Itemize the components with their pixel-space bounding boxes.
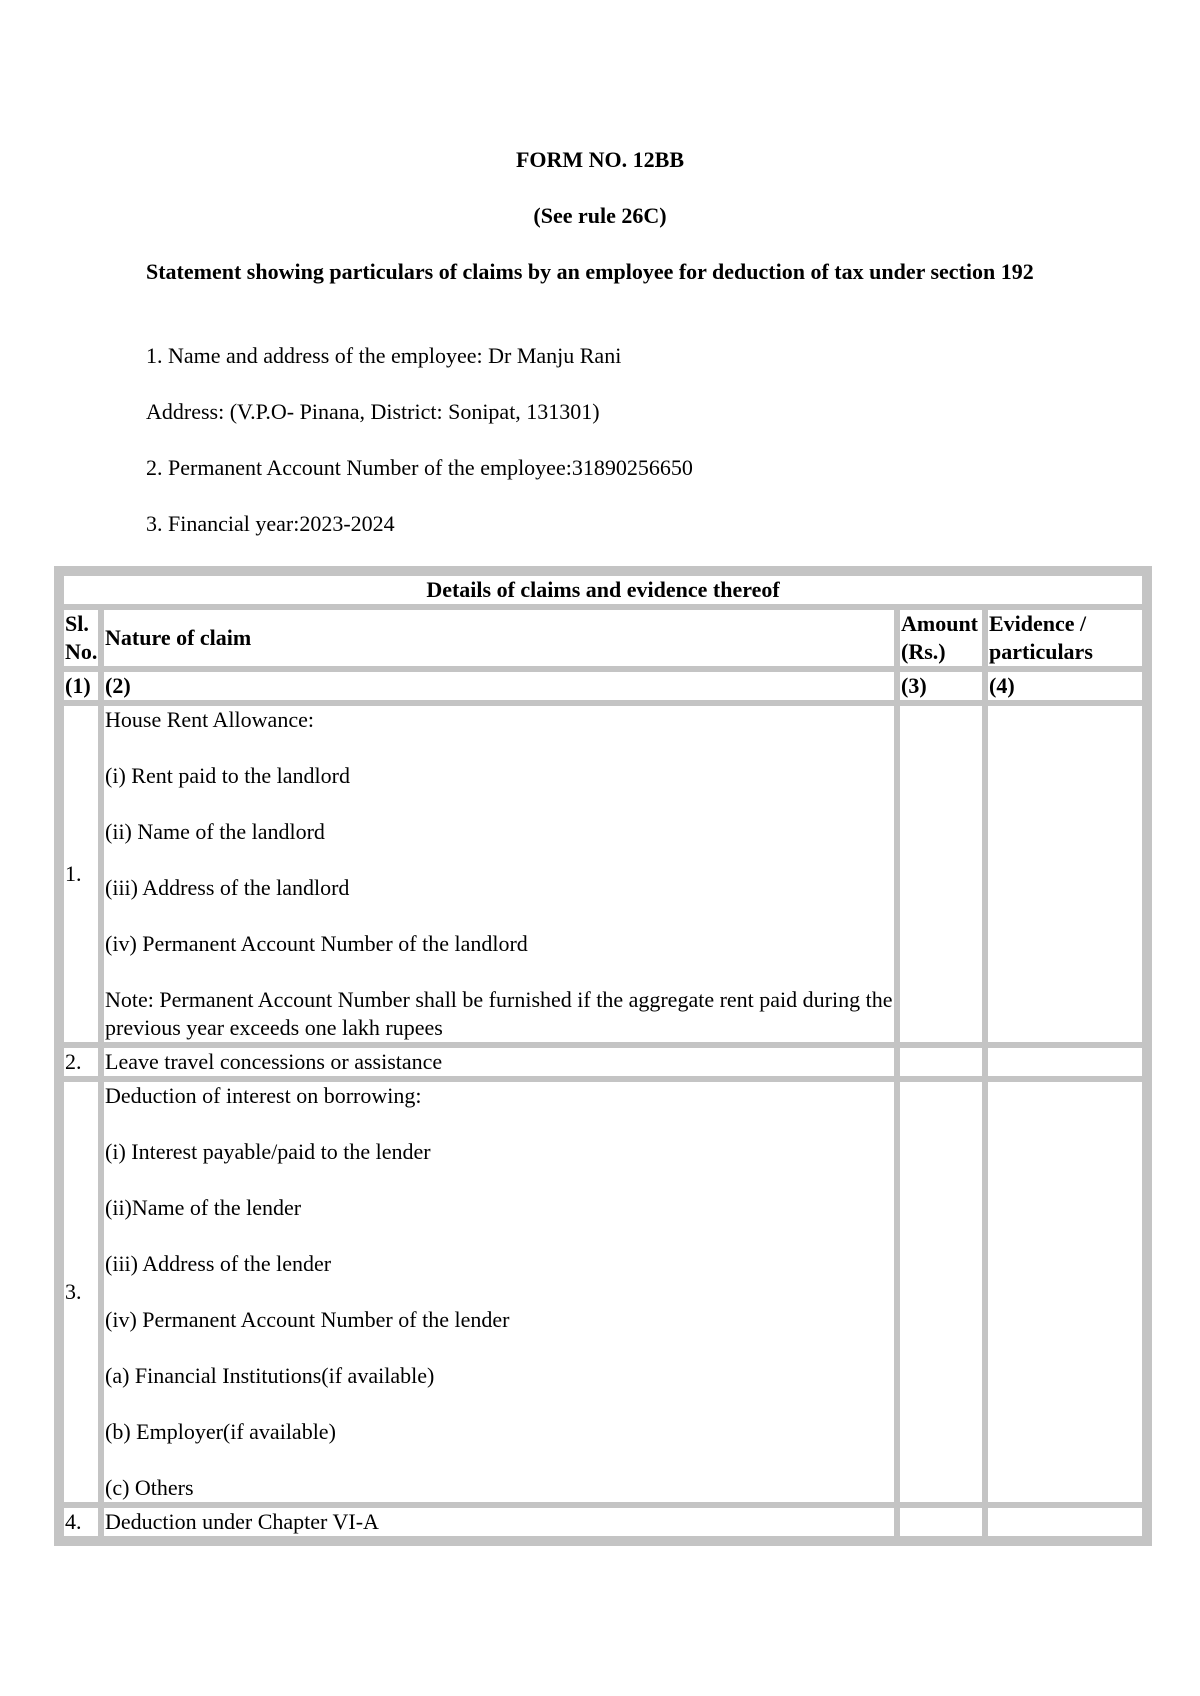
table-row	[64, 1508, 1142, 1536]
employee-address-line: Address: (V.P.O- Pinana, District: Sonipat, 131301)	[146, 399, 600, 424]
form-rule-reference: (See rule 26C)	[533, 203, 667, 228]
claim-line: (iv) Permanent Account Number of the landlord	[105, 931, 528, 956]
claim-line: (iv) Permanent Account Number of the lender	[105, 1307, 510, 1332]
row-amount	[900, 1082, 982, 1502]
header-nature-of-claim: Nature of claim	[104, 610, 894, 666]
claim-line: (iii) Address of the landlord	[105, 875, 350, 900]
header-amount: Amount (Rs.)	[900, 610, 982, 666]
table-caption-row	[64, 576, 1142, 604]
claim-line: (c) Others	[105, 1475, 194, 1500]
claim-line: (a) Financial Institutions(if available)	[105, 1363, 435, 1388]
column-number-2: (2)	[104, 672, 894, 700]
claim-line: (iii) Address of the lender	[105, 1251, 332, 1276]
row-nature-of-claim: Leave travel concessions or assistance	[104, 1048, 894, 1076]
table-row	[64, 1048, 1142, 1076]
claims-table	[54, 566, 1152, 1546]
row-evidence	[988, 1082, 1142, 1502]
row-sl-no: 2.	[64, 1048, 98, 1076]
row-sl-no: 1.	[64, 706, 98, 1042]
row-amount	[900, 706, 982, 1042]
claim-line: (b) Employer(if available)	[105, 1419, 336, 1444]
row-evidence	[988, 706, 1142, 1042]
row-amount	[900, 1048, 982, 1076]
column-number-4: (4)	[988, 672, 1142, 700]
claim-line: (ii) Name of the landlord	[105, 819, 325, 844]
row-nature-of-claim: Deduction under Chapter VI-A	[104, 1508, 894, 1536]
header-evidence: Evidence / particulars	[988, 610, 1142, 666]
column-number-1: (1)	[64, 672, 98, 700]
row-nature-of-claim	[104, 706, 894, 1042]
claim-note: Note: Permanent Account Number shall be furnished if the aggregate rent paid during the previous year exceeds one lakh rupees	[105, 987, 893, 1040]
row-amount	[900, 1508, 982, 1536]
header-sl-no: Sl. No.	[65, 611, 98, 664]
table-row	[64, 1082, 1142, 1502]
claim-line: (i) Interest payable/paid to the lender	[105, 1139, 431, 1164]
claim-line: House Rent Allowance:	[105, 707, 314, 732]
row-nature-of-claim	[104, 1082, 894, 1502]
table-caption: Details of claims and evidence thereof	[64, 576, 1142, 604]
table-header-row	[64, 610, 1142, 666]
row-evidence	[988, 1508, 1142, 1536]
employee-pan-line: 2. Permanent Account Number of the employee:31890256650	[146, 455, 693, 480]
row-sl-no: 3.	[64, 1082, 98, 1502]
table-column-number-row	[64, 672, 1142, 700]
claim-line: (i) Rent paid to the landlord	[105, 763, 350, 788]
financial-year-line: 3. Financial year:2023-2024	[146, 511, 395, 536]
table-row	[64, 706, 1142, 1042]
row-evidence	[988, 1048, 1142, 1076]
employee-name-line: 1. Name and address of the employee: Dr Manju Rani	[146, 343, 622, 368]
column-number-3: (3)	[900, 672, 982, 700]
form-statement-heading: Statement showing particulars of claims by an employee for deduction of tax under section 192	[146, 259, 1034, 284]
claim-line: Deduction of interest on borrowing:	[105, 1083, 422, 1108]
row-sl-no: 4.	[64, 1508, 98, 1536]
form-title: FORM NO. 12BB	[515, 147, 685, 172]
claim-line: (ii)Name of the lender	[105, 1195, 302, 1220]
